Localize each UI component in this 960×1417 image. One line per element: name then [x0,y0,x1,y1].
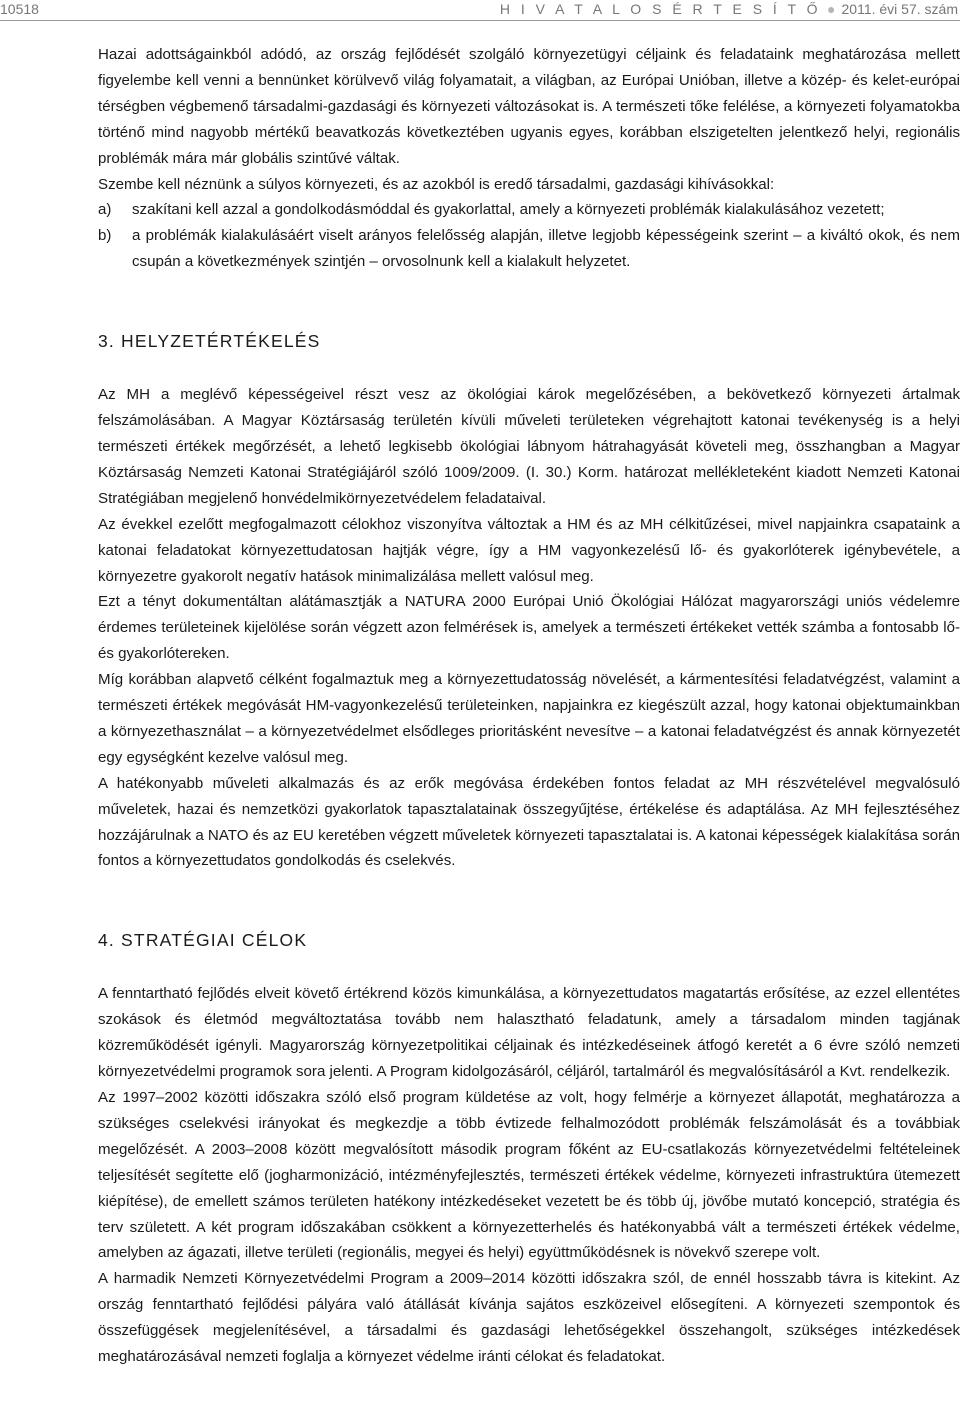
page-content [98,42,960,1370]
section4-paragraph: Az 1997–2002 közötti időszakra szóló első program küldetése az volt, hogy felmérje a környezet állapotát, meghatározza a szükséges cselekvési irányokat és megkezdje a több évtizede felhalmozódott problémák felszámolását és a továbbiak megelőzését. A 2003–2008 között megvalósított második program főként az EU-csatlakozás környezetvédelmi feltételeinek teljesítését segítette elő (jogharmonizáció, intézményfejlesztés, természeti értékek védelme, környezeti infrastruktúra ütemezett kiépítése), de emellett számos területen hatékony intézkedéseket vezetett be és több új, jövőbe mutató koncepció, stratégia és terv született. A két program időszakában csökkent a környezetterhelés és hatékonyabbá vált a természeti értékek védelme, amelyben az ágazati, illetve területi (regionális, megyei és helyi) együttműködésnek is növekvő szerepe volt. [98,1089,960,1262]
list-item [98,223,960,275]
section3-paragraph: Ezt a tényt dokumentáltan alátámasztják a NATURA 2000 Európai Unió Ökológiai Hálózat magyarországi uniós védelemre érdemes területeinek kijelölése során végzett azon felmérések is, amelyek a természeti értékeket vették számba a fontosabb lő- és gyakorlótereken. [98,593,960,663]
section3-paragraph: Az MH a meglévő képességeivel részt vesz az ökológiai károk megelőzésében, a bekövetkező környezeti ártalmak felszámolásában. A Magyar Köztársaság területén kívüli műveleti területeken végrehajtott katonai tevékenység is a helyi természeti értékek megőrzését, a lehető legkisebb ökológiai lábnyom hátrahagyását követeli meg, összhangban a Magyar Köztársaság Nemzeti Katonai Stratégiájáról szóló 1009/2009. (I. 30.) Korm. határozat mellékleteként kiadott Nemzeti Katonai Stratégiában megjelenő honvédelmikörnyezetvédelem feladataival. [98,386,960,507]
section3-paragraph: Az évekkel ezelőtt megfogalmazott célokhoz viszonyítva változtak a HM és az MH célkitűzései, mivel napjainkra csapataink a katonai feladatokat környezettudatosan hajtják végre, így a HM vagyonkezelésű lő- és gyakorlóterek igénybevétele, a környezetre gyakorolt negatív hatások minimalizálása mellett valósul meg. [98,515,960,585]
list-marker: a) [98,201,112,219]
publication-title: H I V A T A L O S É R T E S Í T Ő [499,1,822,17]
list-item-text: a problémák kialakulásáért viselt arányos felelősség alapján, illetve legjobb képességeink szerint – a kiváltó okok, és nem csupán a következmények szintjén – orvosolnunk kell a kialakult helyzetet. [132,227,960,271]
section4-paragraph: A fenntartható fejlődés elveit követő értékrend közös kimunkálása, a környezettudatos magatartás erősítése, az ezzel ellentétes szokások és életmód megváltoztatása tovább nem halasztható feladatunk, amely a társadalom minden tagjának közreműködését igényli. Magyarország környezetpolitikai céljainak és intézkedéseinek átfogó keretét a 6 évre szóló nemzeti környezetvédelmi programok sora jelenti. A Program kidolgozásáról, céljáról, tartalmáról és megvalósításáról a Kvt. rendelkezik. [98,985,960,1081]
intro-paragraph-2: Szembe kell néznünk a súlyos környezeti, és az azokból is eredő társadalmi, gazdasági kihívásokkal: [98,175,775,193]
list-item [98,197,960,223]
section3-paragraph: A hatékonyabb műveleti alkalmazás és az erők megóvása érdekében fontos feladat az MH részvételével megvalósuló műveletek, hazai és nemzetközi gyakorlatok tapasztalatainak összegyűjtése, értékelése és adaptálása. Az MH fejlesztéséhez hozzájárulnak a NATO és az EU keretében végzett műveletek környezeti tapasztalatai is. A katonai képességek kialakítása során fontos a környezettudatos gondolkodás és cselekvés. [98,774,960,870]
page-header [0,0,960,22]
issue-label: 2011. évi 57. szám [841,1,958,17]
section3-paragraph: Míg korábban alapvető célként fogalmaztuk meg a környezettudatosság növelését, a kármentesítési feladatvégzést, valamint a természeti értékek megóvását HM-vagyonkezelésű területeinken, napjainkra ez kiegészült azzal, hogy katonai objektumainkban a környezethasználat – a környezetvédelmet elsődleges prioritásként nevesítve – a katonai feladatvégzést és annak környezetét egy egységként kezelve valósul meg. [98,671,960,766]
bullet-separator-icon: ● [827,1,836,17]
publication-info [500,0,958,18]
header-rule [0,20,960,21]
section-heading-3: 3. HELYZETÉRTÉKELÉS [98,331,321,352]
section-heading-4: 4. STRATÉGIAI CÉLOK [98,930,308,951]
intro-paragraph-1: Hazai adottságainkból adódó, az ország fejlődését szolgáló környezetügyi céljaink és feladataink meghatározása mellett figyelembe kell venni a bennünket körülvevő világ folyamatait, a világban, az Európai Unióban, illetve a közép- és kelet-európai térségben végbemenő társadalmi-gazdasági és környezeti változásokat is. A természeti tőke felélése, a környezeti folyamatokba történő mind nagyobb mértékű beavatkozás következtében ugyanis egyes, korábban elszigetelten jelentkező helyi, regionális problémák mára már globális szintűvé váltak. [98,46,960,167]
list-item-text: szakítani kell azzal a gondolkodásmóddal és gyakorlattal, amely a környezeti problémák kialakulásához vezetett; [132,201,885,219]
page-number: 10518 [0,1,39,17]
section4-paragraph: A harmadik Nemzeti Környezetvédelmi Program a 2009–2014 közötti időszakra szól, de ennél hosszabb távra is kitekint. Az ország fenntartható fejlődési pályára való átállását kívánja sajátos eszközeivel elősegíteni. A környezeti szempontok és összefüggések megjelenítésével, a társadalmi és gazdasági lehetőségekkel összehangolt, szükséges intézkedések meghatározásával nemzeti foglalja a környezet védelme iránti célokat és feladatokat. [98,1270,960,1366]
list-marker: b) [98,227,112,245]
